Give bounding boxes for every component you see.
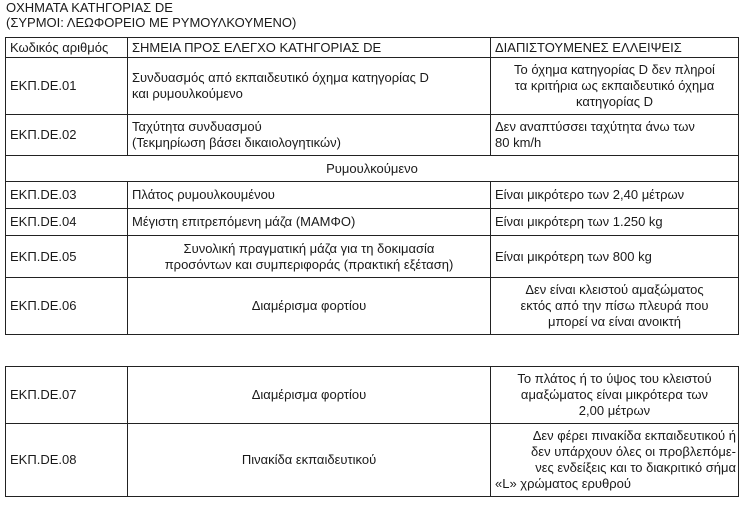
row-check-point: Πινακίδα εκπαιδευτικού bbox=[128, 424, 491, 497]
row-deficiency: Είναι μικρότερη των 1.250 kg bbox=[491, 209, 739, 236]
header-deficiencies: ΔΙΑΠΙΣΤΟΥΜΕΝΕΣ ΕΛΛΕΙΨΕΙΣ bbox=[491, 38, 739, 58]
header-check-points: ΣΗΜΕΙΑ ΠΡΟΣ ΕΛΕΓΧΟ ΚΑΤΗΓΟΡΙΑΣ DE bbox=[128, 38, 491, 58]
section-row bbox=[6, 156, 739, 182]
row-deficiency: Το όχημα κατηγορίας D δεν πληροί τα κριτήρια ως εκπαιδευτικό όχημα κατηγορίας D bbox=[491, 58, 739, 115]
table-row bbox=[6, 182, 739, 209]
row-deficiency: Δεν φέρει πινακίδα εκπαιδευτικού ή δεν υπάρχουν όλες οι προβλεπόμε- νες ενδείξεις και το διακριτικό σήμα «L» χρώματος ερυθρού bbox=[491, 424, 739, 497]
row-deficiency: Δεν είναι κλειστού αμαξώματος εκτός από την πίσω πλευρά που μπορεί να είναι ανοικτή bbox=[491, 278, 739, 335]
table-row bbox=[6, 236, 739, 278]
row-code: ΕΚΠ.DE.06 bbox=[6, 278, 128, 335]
row-check-point: Συνδυασμός από εκπαιδευτικό όχημα κατηγορίας D και ρυμουλκούμενο bbox=[128, 58, 491, 115]
table-row bbox=[6, 424, 739, 497]
table-row bbox=[6, 58, 739, 115]
header-code: Κωδικός αριθμός bbox=[6, 38, 128, 58]
row-code: ΕΚΠ.DE.03 bbox=[6, 182, 128, 209]
inspection-table-part-2 bbox=[5, 366, 739, 497]
row-check-point: Μέγιστη επιτρεπόμενη μάζα (ΜΑΜΦΟ) bbox=[128, 209, 491, 236]
row-deficiency: Το πλάτος ή το ύψος του κλειστού αμαξώματος είναι μικρότερα των 2,00 μέτρων bbox=[491, 367, 739, 424]
row-deficiency: Είναι μικρότερη των 800 kg bbox=[491, 236, 739, 278]
table-header-row bbox=[6, 38, 739, 58]
heading-line-2: (ΣΥΡΜΟΙ: ΛΕΩΦΟΡΕΙΟ ΜΕ ΡΥΜΟΥΛΚΟΥΜΕΝΟ) bbox=[6, 15, 297, 30]
inspection-table-part-1 bbox=[5, 37, 739, 335]
table-row bbox=[6, 367, 739, 424]
table-row bbox=[6, 278, 739, 335]
row-check-point: Συνολική πραγματική μάζα για τη δοκιμασία προσόντων και συμπεριφοράς (πρακτική εξέταση) bbox=[128, 236, 491, 278]
heading-line-1: ΟΧΗΜΑΤΑ ΚΑΤΗΓΟΡΙΑΣ DE bbox=[6, 0, 173, 15]
document-heading bbox=[6, 0, 296, 30]
row-check-point: Ταχύτητα συνδυασμού (Τεκμηρίωση βάσει δικαιολογητικών) bbox=[128, 115, 491, 156]
row-code: ΕΚΠ.DE.04 bbox=[6, 209, 128, 236]
table-row bbox=[6, 115, 739, 156]
section-title: Ρυμουλκούμενο bbox=[6, 156, 739, 182]
table-row bbox=[6, 209, 739, 236]
row-code: ΕΚΠ.DE.08 bbox=[6, 424, 128, 497]
row-check-point: Πλάτος ρυμουλκουμένου bbox=[128, 182, 491, 209]
row-code: ΕΚΠ.DE.07 bbox=[6, 367, 128, 424]
row-code: ΕΚΠ.DE.01 bbox=[6, 58, 128, 115]
row-code: ΕΚΠ.DE.02 bbox=[6, 115, 128, 156]
row-deficiency: Είναι μικρότερο των 2,40 μέτρων bbox=[491, 182, 739, 209]
row-deficiency: Δεν αναπτύσσει ταχύτητα άνω των 80 km/h bbox=[491, 115, 739, 156]
row-check-point: Διαμέρισμα φορτίου bbox=[128, 278, 491, 335]
row-check-point: Διαμέρισμα φορτίου bbox=[128, 367, 491, 424]
row-code: ΕΚΠ.DE.05 bbox=[6, 236, 128, 278]
